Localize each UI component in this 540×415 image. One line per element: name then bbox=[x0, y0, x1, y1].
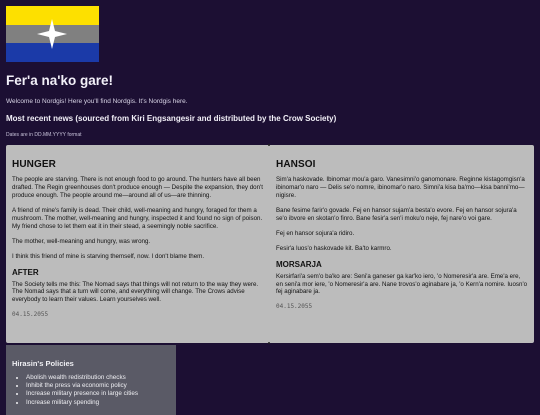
policy-item: • Abolish wealth redistribution checks bbox=[26, 374, 176, 382]
article-paragraph: A friend of mine's family is dead. Their child, well-meaning and hungry, foraged for them a mushroom. The mother, well-meaning and hungry, inspected it and found no sign of poison. My friend chose to let them eat it in their stead, a seemingly noble sacrifice. bbox=[12, 206, 263, 230]
article-subtitle: MORSARJA bbox=[276, 259, 322, 269]
article-paragraph: Bane fesime farir'o govade. Fej en hansor sujam'a besta'o evore. Fej en hansor sojura'a se'o ibvore en skotan'o finro. Bane fesir'a sen'i moku'o neje, fej nare'o voi gare. bbox=[276, 206, 517, 222]
article-paragraph: The Society tells me this: The Nomad says that things will not return to the way they were. The Nomad says that a turn will come, and everything will change. The Crows advise everybody to learn their values. Learn yourselves well. bbox=[12, 280, 259, 304]
policy-item: • Increase military presence in large cities bbox=[26, 390, 176, 398]
policy-item: • Increase military spending bbox=[26, 399, 176, 407]
article-title: HANSOI bbox=[276, 159, 316, 170]
article-title: HUNGER bbox=[12, 159, 56, 170]
policy-item: • Inhibit the press via economic policy bbox=[26, 382, 176, 390]
news-heading: Most recent news (sourced from Kiri Engsangesir and distributed by the Crow Society) bbox=[6, 114, 337, 123]
policies-title: Hirasin's Policies bbox=[12, 359, 74, 368]
article-paragraph: Sim'a haskovade. Ibinomar mou'a garo. Vanesimni'o ganomonare. Reginne kistagomgisn'a ibinomar'o naro — Delis se'o nomre, ibinomar'o naro. Simni'a kisa ba'mo—kisa banni'mo—nigisre. bbox=[276, 176, 525, 199]
date-format-note: Dates are in DD.MM.YYYY format bbox=[6, 132, 82, 138]
article-date: 04.15.2055 bbox=[276, 303, 313, 311]
news-article-nordgis bbox=[276, 145, 528, 310]
welcome-text: Welcome to Nordgis! Here you'll find Nordgis. It's Nordgis here. bbox=[6, 98, 188, 105]
page-title: Fer'a na'ko gare! bbox=[6, 73, 113, 88]
four-point-star-icon bbox=[36, 18, 68, 50]
panel-corner-dot bbox=[268, 144, 270, 146]
panel-corner-dot bbox=[268, 342, 270, 344]
article-paragraph: Fesir'a luos'o haskovade kit. Ba'to karmro. bbox=[276, 244, 392, 252]
article-paragraph: I think this friend of mine is starving themself, now. I don't blame them. bbox=[12, 252, 205, 260]
news-article-english bbox=[12, 145, 268, 318]
article-paragraph: The people are starving. There is not enough food to go around. The hunters have all been drafted. The Regin greenhouses don't produce enough — Despite the expansion, they don't produce enough. The people around me—around all of us—are thinning. bbox=[12, 176, 263, 199]
article-paragraph: Kersirfari'a sem'o ba'ko are: Seni'a ganeser ga kar'ko iero, 'o Nomeresir'a are. Eme'a ere, en seni'a mor iere, 'o Nomeresir'a are. Nane trovos'o aginabare ja, 'o Kern'a nomire. Iuosn'o fej aginabare ja. bbox=[276, 272, 528, 296]
flag-image bbox=[6, 6, 99, 62]
article-date: 04.15.2055 bbox=[12, 311, 49, 319]
policies-list bbox=[6, 374, 176, 407]
news-panel bbox=[6, 145, 534, 343]
article-subtitle: AFTER bbox=[12, 267, 39, 277]
article-paragraph: Fej en hansor sojura'a ridiro. bbox=[276, 229, 355, 237]
article-paragraph: The mother, well-meaning and hungry, was wrong. bbox=[12, 237, 151, 245]
